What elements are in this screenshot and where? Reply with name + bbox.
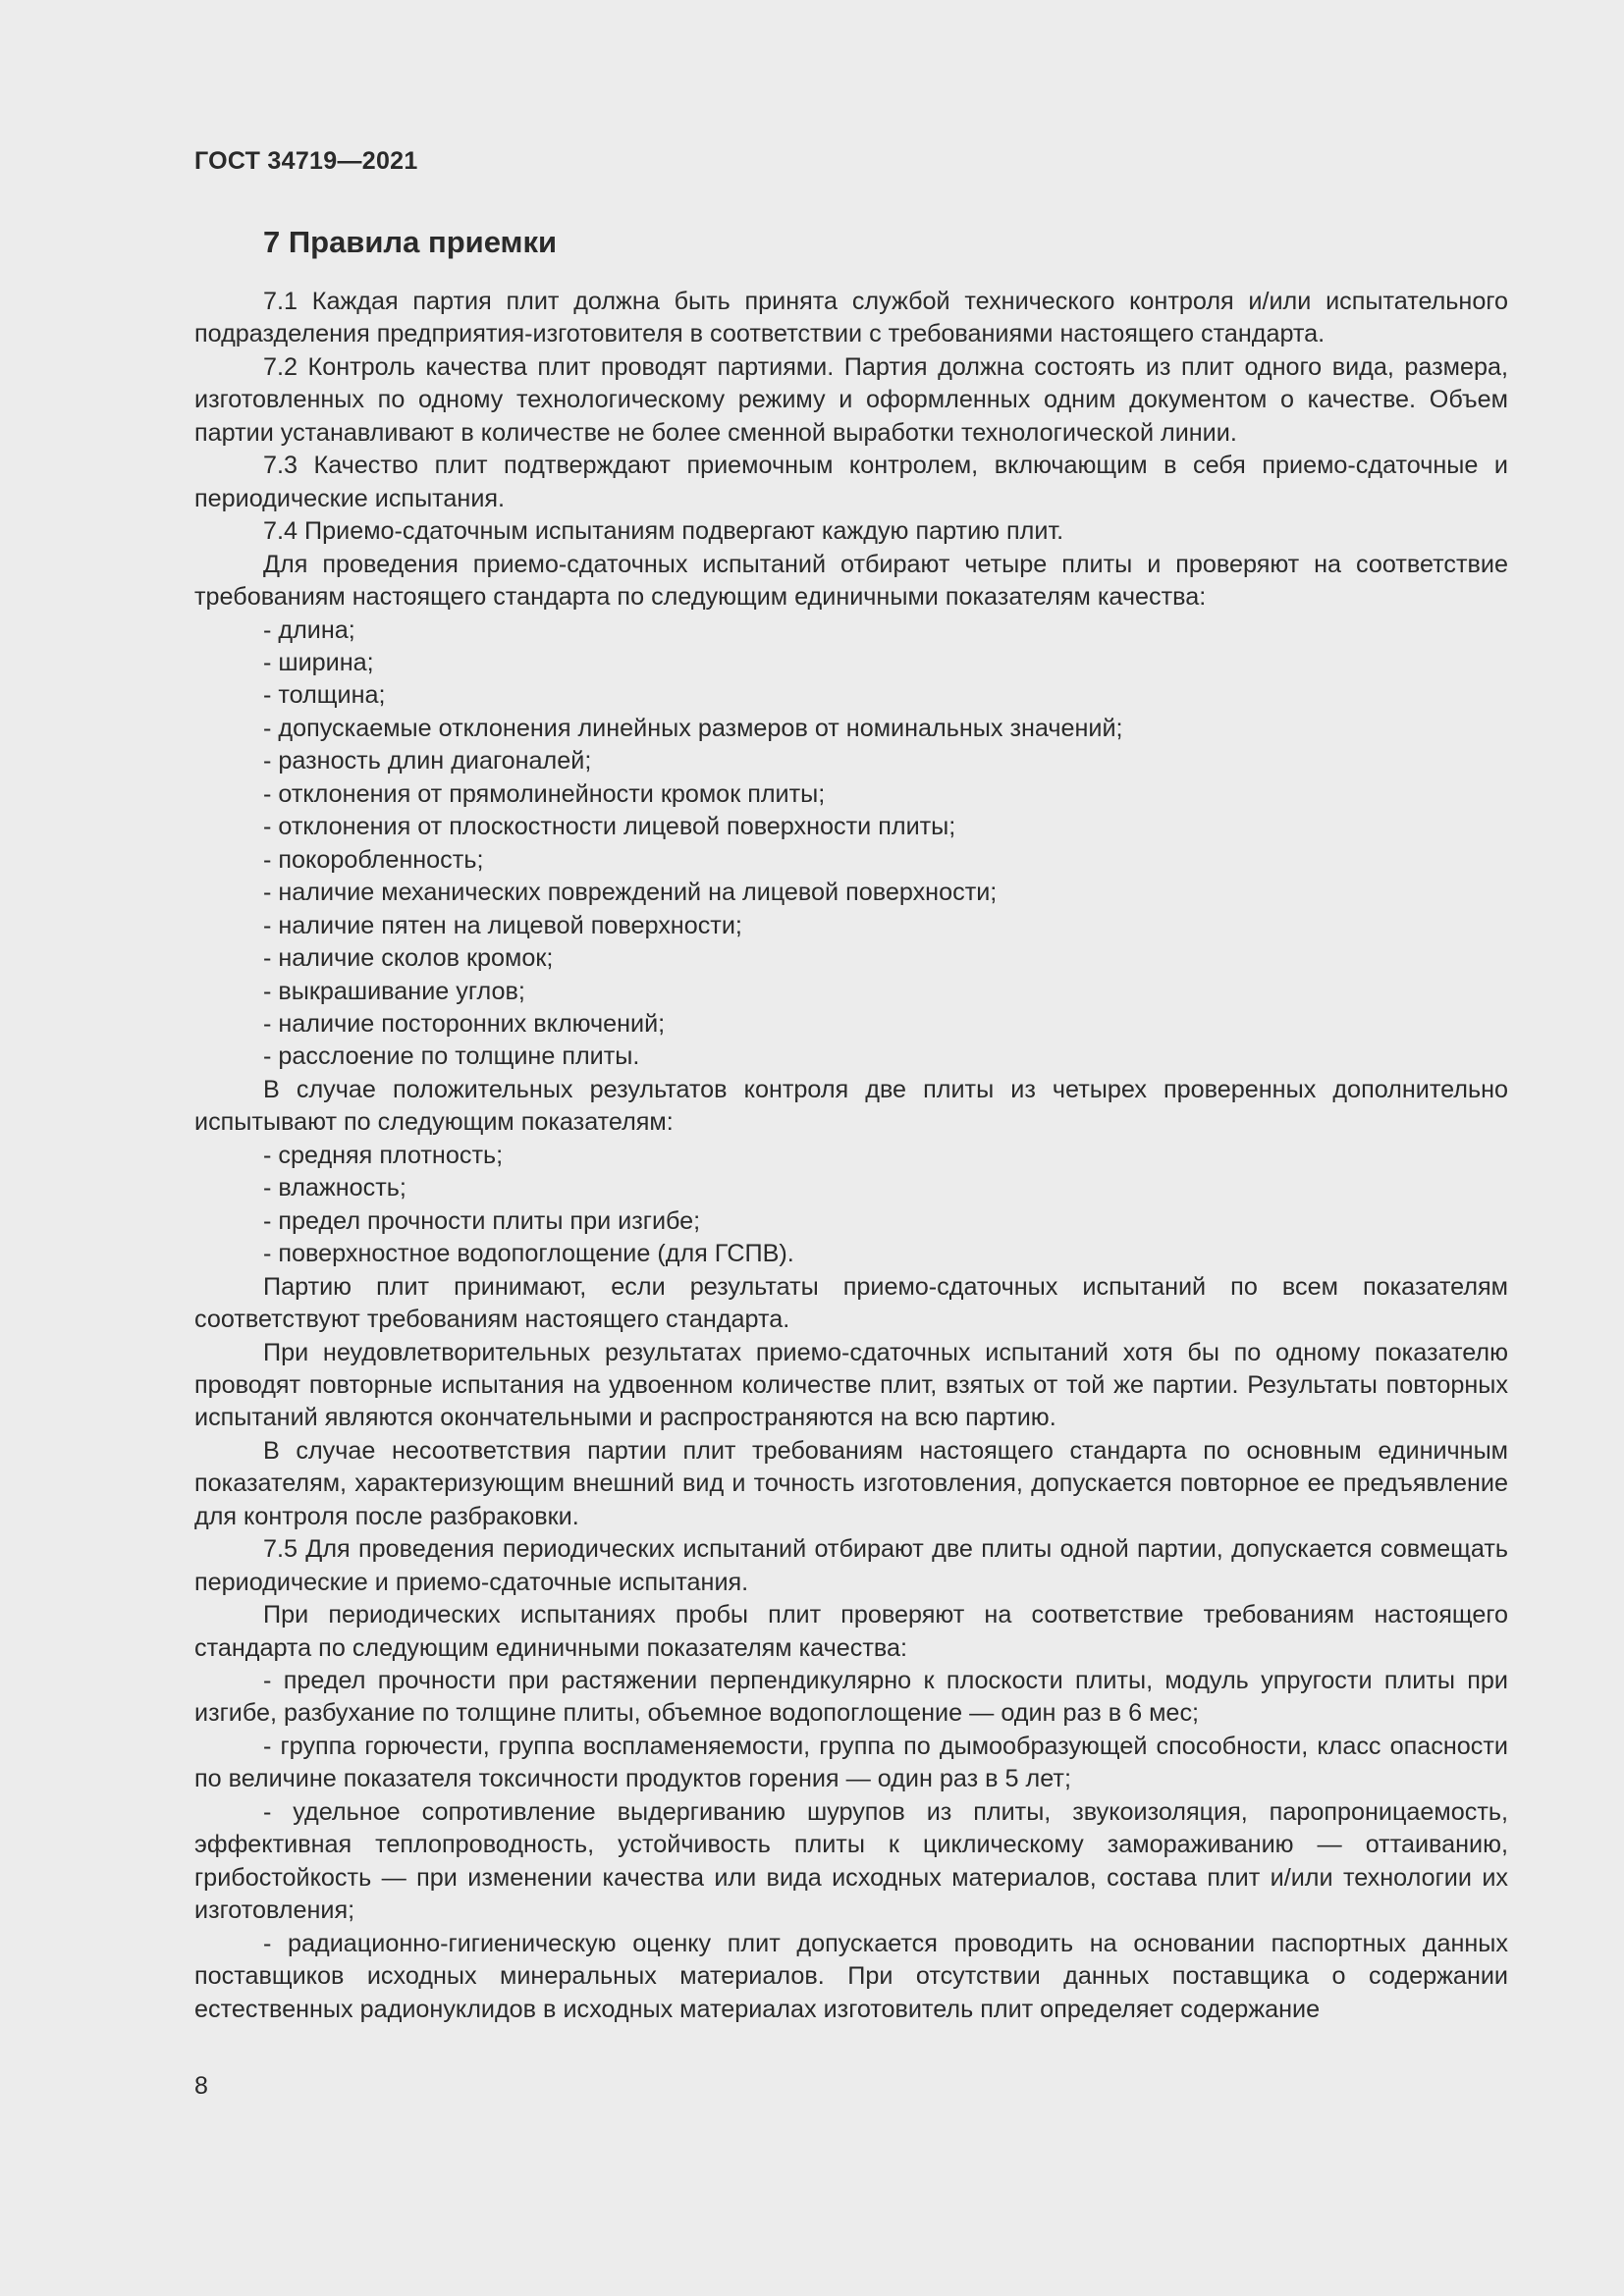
paragraph: В случае несоответствия партии плит требованиям настоящего стандарта по основным единичным показателям, характеризующим внешний вид и точность изготовления, допускается повторное ее предъявление для контроля после разбраковки. (194, 1436, 1508, 1530)
list-item: - наличие механических повреждений на лицевой поверхности; (263, 879, 998, 907)
paragraph: 7.5 Для проведения периодических испытаний отбирают две плиты одной партии, допускается совмещать периодические и приемо-сдаточные испытания. (194, 1535, 1508, 1596)
list-item: - отклонения от прямолинейности кромок плиты; (263, 779, 826, 808)
list-item: - разность длин диагоналей; (263, 747, 592, 775)
list-item: - допускаемые отклонения линейных размеров от номинальных значений; (263, 714, 1123, 742)
list-item: - предел прочности при растяжении перпендикулярно к плоскости плиты, модуль упругости плиты при изгибе, разбухание по толщине плиты, объемное водопоглощение — один раз в 6 мес; (194, 1667, 1508, 1728)
list-item: - расслоение по толщине плиты. (263, 1042, 640, 1071)
list-item: - удельное сопротивление выдергиванию шурупов из плиты, звукоизоляция, паропроницаемость, эффективная теплопроводность, устойчивость плиты к циклическому замораживанию — оттаиванию, грибостойкость — при изменении качества или вида исходных материалов, состава плит и/или технологии их изготовления; (194, 1797, 1508, 1925)
paragraph: При неудовлетворительных результатах приемо-сдаточных испытаний хотя бы по одному показателю проводят повторные испытания на удвоенном количестве плит, взятых от той же партии. Результаты повторных испытаний являются окончательными и распространяются на всю партию. (194, 1338, 1508, 1432)
paragraph: В случае положительных результатов контроля две плиты из четырех проверенных дополнительно испытывают по следующим показателям: (194, 1075, 1508, 1137)
list-item: - наличие сколов кромок; (263, 944, 554, 973)
paragraph: 7.4 Приемо-сдаточным испытаниям подвергают каждую партию плит. (263, 517, 1064, 546)
list-item: - наличие посторонних включений; (263, 1009, 666, 1038)
list-item: - поверхностное водопоглощение (для ГСПВ). (263, 1240, 794, 1268)
list-item: - группа горючести, группа воспламеняемости, группа по дымообразующей способности, класс опасности по величине показателя токсичности продуктов горения — один раз в 5 лет; (194, 1732, 1508, 1793)
list-item: - средняя плотность; (263, 1141, 504, 1169)
list-item: - отклонения от плоскостности лицевой поверхности плиты; (263, 813, 956, 841)
page-number: 8 (194, 2072, 208, 2100)
list-item: - ширина; (263, 648, 374, 676)
list-item: - выкрашивание углов; (263, 977, 525, 1005)
document-header: ГОСТ 34719—2021 (194, 147, 418, 175)
paragraph: 7.3 Качество плит подтверждают приемочным контролем, включающим в себя приемо-сдаточные и периодические испытания. (194, 452, 1508, 512)
list-item: - длина; (263, 615, 355, 644)
paragraph: Партию плит принимают, если результаты приемо-сдаточных испытаний по всем показателям соответствуют требованиям настоящего стандарта. (194, 1272, 1508, 1334)
list-item: - покоробленность; (263, 845, 484, 874)
list-item: - предел прочности плиты при изгибе; (263, 1206, 701, 1235)
list-item: - влажность; (263, 1174, 406, 1202)
paragraph: При периодических испытаниях пробы плит проверяют на соответствие требованиям настоящего стандарта по следующим единичными показателям качества: (194, 1601, 1508, 1662)
list-item: - наличие пятен на лицевой поверхности; (263, 911, 742, 939)
document-body (194, 286, 1508, 2026)
section-title: 7 Правила приемки (263, 225, 558, 259)
list-item: - радиационно-гигиеническую оценку плит допускается проводить на основании паспортных данных поставщиков исходных минеральных материалов. При отсутствии данных поставщика о содержании естественных радионуклидов в исходных материалах изготовитель плит определяет содержание (194, 1929, 1508, 2023)
paragraph: Для проведения приемо-сдаточных испытаний отбирают четыре плиты и проверяют на соответствие требованиям настоящего стандарта по следующим единичными показателям качества: (194, 550, 1508, 612)
paragraph: 7.2 Контроль качества плит проводят партиями. Партия должна состоять из плит одного вида, размера, изготовленных по одному технологическому режиму и оформленных одним документом о качестве. Объем партии устанавливают в количестве не более сменной выработки технологической линии. (194, 352, 1508, 447)
paragraph: 7.1 Каждая партия плит должна быть принята службой технического контроля и/или испытательного подразделения предприятия-изготовителя в соответствии с требованиями настоящего стандарта. (194, 288, 1508, 348)
list-item: - толщина; (263, 681, 386, 710)
